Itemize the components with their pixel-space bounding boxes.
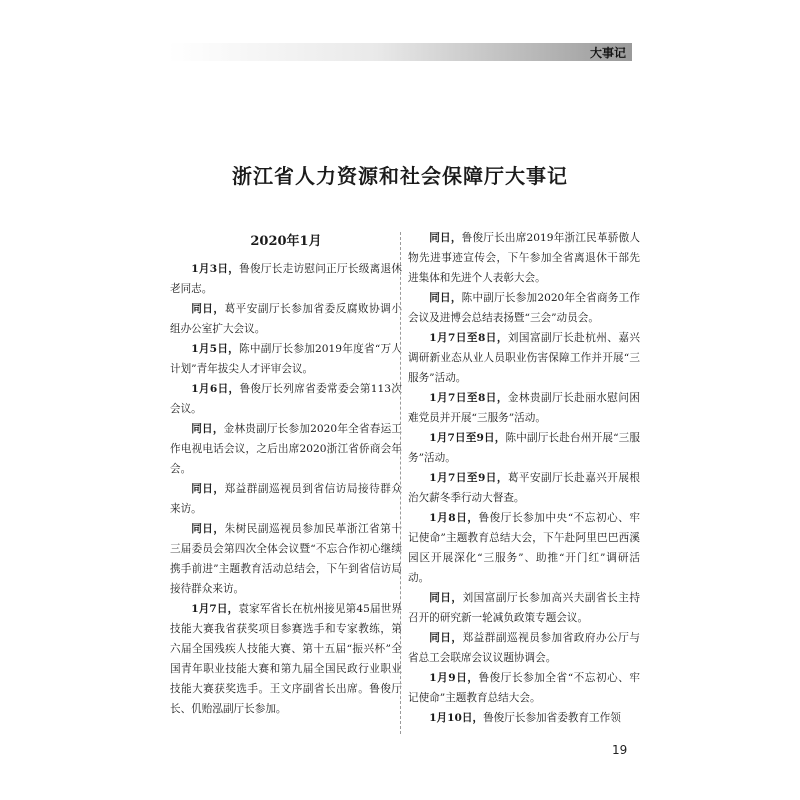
event-date: 1月10日，	[429, 712, 484, 724]
event-text: 刘国富副厅长参加高兴夫副省长主持召开的研究新一轮减负政策专题会议。	[408, 592, 641, 624]
event-entry	[170, 379, 402, 419]
event-text: 葛平安副厅长参加省委反腐败协调小组办公室扩大会议。	[170, 303, 403, 335]
event-text: 陈中副厅长赴台州开展“三服务”活动。	[408, 432, 640, 464]
event-entry	[408, 668, 640, 708]
running-header	[168, 43, 632, 61]
event-text: 郑益群副巡视员参加省政府办公厅与省总工会联席会议议题协调会。	[408, 632, 641, 664]
event-date: 同日，	[429, 232, 462, 244]
event-date: 1月7日至9日，	[429, 432, 506, 444]
left-column	[170, 228, 402, 719]
column-divider	[400, 232, 401, 734]
event-entry	[408, 708, 640, 728]
event-entry	[408, 328, 640, 388]
event-date: 1月3日，	[191, 263, 240, 275]
event-date: 同日，	[191, 423, 224, 435]
event-date: 同日，	[429, 592, 463, 604]
event-entry	[408, 228, 640, 288]
event-date: 1月7日至9日，	[429, 472, 508, 484]
event-date: 1月6日，	[191, 383, 240, 395]
event-text: 鲁俊厅长参加中央“不忘初心、牢记使命”主题教育总结大会，下午赴阿里巴巴西溪园区开展深化“三服务”、助推“开门红”调研活动。	[408, 512, 640, 584]
event-entry	[408, 288, 640, 328]
event-text: 朱树民副巡视员参加民革浙江省第十三届委员会第四次全体会议暨“不忘合作初心继续携手前进”主题教育活动总结会，下午到省信访局接待群众来访。	[170, 523, 403, 595]
event-date: 同日，	[191, 523, 225, 535]
page-number: 19	[612, 743, 628, 757]
event-entry	[408, 388, 640, 428]
event-date: 1月8日，	[429, 512, 479, 524]
event-date: 1月7日，	[191, 603, 239, 615]
event-entry	[170, 259, 402, 299]
running-header-label: 大事记	[589, 46, 626, 60]
right-column	[408, 228, 640, 728]
event-date: 1月5日，	[191, 343, 240, 355]
event-text: 刘国富副厅长赴杭州、嘉兴调研新业态从业人员职业伤害保障工作并开展“三服务”活动。	[408, 332, 640, 384]
event-text: 袁家军省长在杭州接见第45届世界技能大赛我省获奖项目参赛选手和专家教练，第六届全国残疾人技能大赛、第十五届“振兴杯”全国青年职业技能大赛和第九届全国民政行业职业技能大赛获奖选手。王文序副省长出席。鲁俊厅长、仉贻泓副厅长参加。	[170, 603, 402, 715]
event-text: 陈中副厅长参加2020年全省商务工作会议及进博会总结表扬暨“三会”动员会。	[408, 292, 641, 324]
event-entry	[170, 419, 402, 479]
event-text: 鲁俊厅长参加全省“不忘初心、牢记使命”主题教育总结大会。	[408, 672, 640, 704]
event-text: 葛平安副厅长赴嘉兴开展根治欠薪冬季行动大督查。	[408, 472, 640, 504]
event-entry	[408, 588, 640, 628]
event-text: 陈中副厅长参加2019年度省“万人计划”青年拔尖人才评审会议。	[170, 343, 402, 375]
event-date: 同日，	[429, 632, 463, 644]
event-entry	[170, 339, 402, 379]
event-text: 金林贵副厅长赴丽水慰问困难党员并开展“三服务”活动。	[408, 392, 640, 424]
event-text: 鲁俊厅长走访慰问正厅长级离退休老同志。	[170, 263, 403, 295]
event-text: 鲁俊厅长参加省委教育工作领	[483, 712, 621, 724]
event-date: 同日，	[429, 292, 462, 304]
section-heading: 2020年1月	[250, 234, 322, 249]
event-entry	[408, 428, 640, 468]
event-text: 金林贵副厅长参加2020年全省春运工作电视电话会议，之后出席2020浙江省侨商会年会。	[170, 423, 403, 475]
event-date: 1月9日，	[429, 672, 479, 684]
event-entry	[170, 479, 402, 519]
page-title: 浙江省人力资源和社会保障厅大事记	[232, 164, 568, 188]
event-text: 郑益群副巡视员到省信访局接待群众来访。	[170, 483, 403, 515]
event-date: 1月7日至8日，	[429, 332, 508, 344]
event-date: 同日，	[191, 303, 225, 315]
event-text: 鲁俊厅长列席省委常委会第113次会议。	[170, 383, 402, 415]
event-text: 鲁俊厅长出席2019年浙江民革骄傲人物先进事迹宣传会，下午参加全省离退休干部先进集体和先进个人表彰大会。	[408, 232, 641, 284]
event-date: 同日，	[191, 483, 225, 495]
event-entry	[408, 508, 640, 588]
event-date: 1月7日至8日，	[429, 392, 508, 404]
event-entry	[170, 519, 402, 599]
event-entry	[170, 299, 402, 339]
event-entry	[408, 468, 640, 508]
event-entry	[408, 628, 640, 668]
event-entry	[170, 599, 402, 719]
